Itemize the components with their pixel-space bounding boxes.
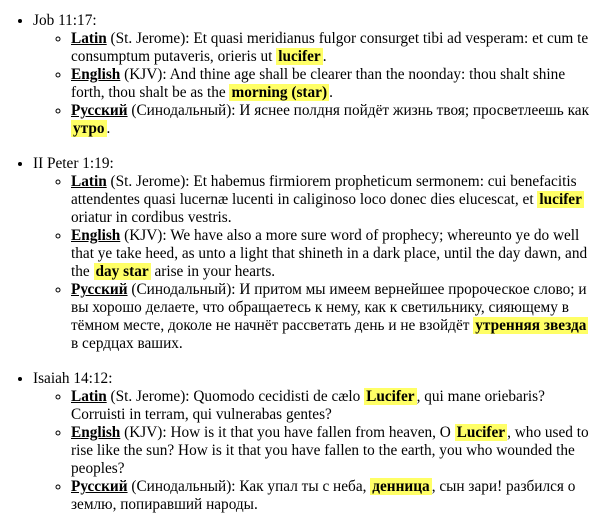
language-name: English — [71, 424, 121, 441]
highlighted-term: утро — [73, 120, 105, 137]
translation-item — [71, 30, 596, 66]
highlighted-term: day star — [95, 263, 149, 280]
verse-reference: Isaiah 14:12: — [33, 370, 113, 387]
translation-list — [33, 388, 596, 514]
language-name: Русский — [71, 478, 128, 495]
verse-list — [4, 12, 596, 514]
translation-item — [71, 173, 596, 227]
translation-item — [71, 281, 596, 353]
translation-item — [71, 102, 596, 138]
version-name: (St. Jerome): — [106, 388, 194, 405]
language-name: Русский — [71, 102, 128, 119]
verse-text-end: , сын зари! разбился о землю, попиравший народы. — [71, 478, 576, 513]
verse-text-end: oriatur in cordibus vestris. — [71, 209, 232, 226]
highlighted-term: morning (star) — [231, 84, 328, 101]
verse-text: How is it that you have fallen from heaven, O — [170, 424, 455, 441]
translation-item — [71, 388, 596, 424]
language-name: English — [71, 227, 121, 244]
verse-text: И яснее полдня пойдёт жизнь твоя; просветлеешь как — [239, 102, 590, 119]
verse-text-end: , who used to rise like the sun? How is it that you have fallen to the earth, you who wounded the peoples? — [71, 424, 589, 477]
highlighted-term: денница — [372, 478, 430, 495]
version-name: (Синодальный): — [127, 102, 240, 119]
version-name: (KJV): — [120, 227, 171, 244]
highlighted-term: утренняя звезда — [475, 317, 587, 334]
translation-list — [33, 173, 596, 353]
language-name: English — [71, 66, 121, 83]
language-name: Latin — [71, 388, 107, 405]
verse-text-end: в сердцах ваших. — [71, 335, 183, 352]
verse-text: And thine age shall be clearer than the noonday: thou shalt shine forth, thou shalt be as the — [71, 66, 566, 101]
language-name: Latin — [71, 30, 107, 47]
verse-item — [33, 12, 596, 138]
verse-text-end: , qui mane oriebaris? Corruisti in terram, qui vulnerabas gentes? — [71, 388, 545, 423]
verse-text: We have also a more sure word of prophecy; whereunto ye do well that ye take heed, as unto a light that shineth in a dark place, until the day dawn, and the — [71, 227, 588, 280]
highlighted-term: lucifer — [278, 48, 321, 65]
verse-text: Как упал ты с неба, — [239, 478, 371, 495]
highlighted-term: Lucifer — [456, 424, 506, 441]
version-name: (Синодальный): — [127, 478, 240, 495]
verse-text-end: . — [329, 84, 333, 101]
verse-text-end: . — [322, 48, 327, 65]
translation-item — [71, 424, 596, 478]
highlighted-term: Lucifer — [366, 388, 415, 405]
translation-item — [71, 227, 596, 281]
verse-text-end: arise in your hearts. — [150, 263, 276, 280]
verse-text: Quomodo cecidisti de cælo — [193, 388, 365, 405]
verse-item — [33, 370, 596, 514]
version-name: (St. Jerome): — [106, 173, 194, 190]
translation-item — [71, 66, 596, 102]
verse-text: Et habemus firmiorem propheticum sermonem: cui benefacitis attendentes quasi lucernæ lucenti in caliginoso loco donec dies elucescat, et — [71, 173, 577, 208]
language-name: Latin — [71, 173, 107, 190]
verse-text: И притом мы имеем вернейшее пророческое слово; и вы хорошо делаете, что обращаетесь к нему, как к светильнику, сияющему в тёмном месте, доколе не начнёт рассветать день и не взойдёт — [71, 281, 587, 334]
language-name: Русский — [71, 281, 128, 298]
verse-text: Et quasi meridianus fulgor consurget tibi ad vesperam: et cum te consumptum putaveris, orieris ut — [71, 30, 589, 65]
verse-reference: II Peter 1:19: — [33, 155, 114, 172]
translation-item — [71, 478, 596, 514]
version-name: (KJV): — [120, 424, 171, 441]
translation-list — [33, 30, 596, 138]
version-name: (KJV): — [120, 66, 170, 83]
verse-text-end: . — [106, 120, 111, 137]
version-name: (St. Jerome): — [106, 30, 194, 47]
verse-item — [33, 155, 596, 353]
version-name: (Синодальный): — [127, 281, 240, 298]
verse-reference: Job 11:17: — [33, 12, 97, 29]
highlighted-term: lucifer — [539, 191, 582, 208]
